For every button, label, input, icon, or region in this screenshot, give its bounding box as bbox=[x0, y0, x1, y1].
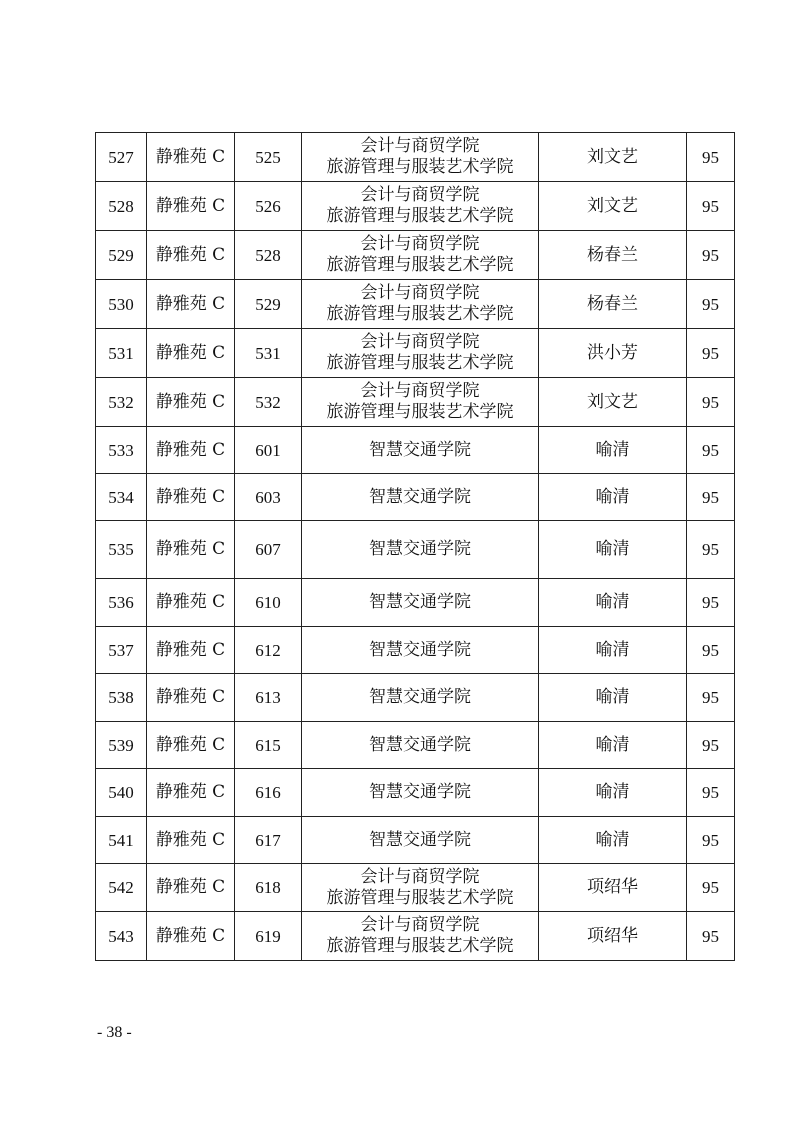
row-number-cell: 536 bbox=[96, 579, 147, 627]
row-number-cell: 539 bbox=[96, 722, 147, 769]
row-number-cell: 533 bbox=[96, 427, 147, 474]
college-cell bbox=[302, 722, 539, 769]
room-cell: 613 bbox=[235, 674, 302, 722]
row-number-cell: 528 bbox=[96, 182, 147, 231]
staff-cell: 喻清 bbox=[539, 722, 687, 769]
college-cell bbox=[302, 912, 539, 961]
row-number-cell: 532 bbox=[96, 378, 147, 427]
room-cell: 526 bbox=[235, 182, 302, 231]
room-cell: 607 bbox=[235, 521, 302, 579]
college-cell bbox=[302, 521, 539, 579]
college-line-1: 会计与商贸学院 bbox=[360, 332, 480, 352]
table-row bbox=[96, 474, 735, 521]
room-cell: 603 bbox=[235, 474, 302, 521]
room-cell: 531 bbox=[235, 329, 302, 378]
college-cell bbox=[302, 329, 539, 378]
college-line-1: 智慧交通学院 bbox=[369, 439, 471, 460]
staff-cell: 杨春兰 bbox=[539, 231, 687, 280]
college-line-1: 会计与商贸学院 bbox=[360, 915, 480, 935]
table-row bbox=[96, 329, 735, 378]
room-cell: 610 bbox=[235, 579, 302, 627]
college-cell bbox=[302, 579, 539, 627]
staff-cell: 项绍华 bbox=[539, 912, 687, 961]
row-number-cell: 540 bbox=[96, 769, 147, 817]
college-cell bbox=[302, 474, 539, 521]
room-cell: 532 bbox=[235, 378, 302, 427]
table-row bbox=[96, 864, 735, 912]
building-cell: 静雅苑 C bbox=[147, 864, 235, 912]
college-cell bbox=[302, 427, 539, 474]
table-row bbox=[96, 182, 735, 231]
building-cell: 静雅苑 C bbox=[147, 474, 235, 521]
college-cell bbox=[302, 817, 539, 864]
college-line-1: 智慧交通学院 bbox=[369, 734, 471, 755]
college-line-2: 旅游管理与服装艺术学院 bbox=[326, 157, 514, 177]
college-line-2: 旅游管理与服装艺术学院 bbox=[326, 887, 514, 908]
staff-cell: 喻清 bbox=[539, 427, 687, 474]
building-cell: 静雅苑 C bbox=[147, 378, 235, 427]
table-row bbox=[96, 722, 735, 769]
score-cell: 95 bbox=[687, 231, 735, 280]
building-cell: 静雅苑 C bbox=[147, 521, 235, 579]
table-row bbox=[96, 627, 735, 674]
table-row bbox=[96, 769, 735, 817]
building-cell: 静雅苑 C bbox=[147, 133, 235, 182]
row-number-cell: 542 bbox=[96, 864, 147, 912]
room-cell: 616 bbox=[235, 769, 302, 817]
college-line-1: 智慧交通学院 bbox=[369, 782, 471, 802]
staff-cell: 杨春兰 bbox=[539, 280, 687, 329]
score-cell: 95 bbox=[687, 182, 735, 231]
table-row bbox=[96, 912, 735, 961]
staff-cell: 喻清 bbox=[539, 769, 687, 817]
room-cell: 525 bbox=[235, 133, 302, 182]
building-cell: 静雅苑 C bbox=[147, 817, 235, 864]
table-row bbox=[96, 579, 735, 627]
building-cell: 静雅苑 C bbox=[147, 912, 235, 961]
staff-cell: 项绍华 bbox=[539, 864, 687, 912]
building-cell: 静雅苑 C bbox=[147, 769, 235, 817]
building-cell: 静雅苑 C bbox=[147, 280, 235, 329]
college-line-1: 会计与商贸学院 bbox=[360, 866, 480, 887]
college-cell bbox=[302, 280, 539, 329]
room-cell: 612 bbox=[235, 627, 302, 674]
row-number-cell: 530 bbox=[96, 280, 147, 329]
college-cell bbox=[302, 627, 539, 674]
table-row bbox=[96, 280, 735, 329]
row-number-cell: 535 bbox=[96, 521, 147, 579]
row-number-cell: 529 bbox=[96, 231, 147, 280]
staff-cell: 喻清 bbox=[539, 817, 687, 864]
college-cell bbox=[302, 674, 539, 722]
building-cell: 静雅苑 C bbox=[147, 182, 235, 231]
staff-cell: 刘文艺 bbox=[539, 378, 687, 427]
room-cell: 529 bbox=[235, 280, 302, 329]
staff-cell: 喻清 bbox=[539, 579, 687, 627]
score-cell: 95 bbox=[687, 912, 735, 961]
score-cell: 95 bbox=[687, 280, 735, 329]
college-line-1: 智慧交通学院 bbox=[369, 639, 471, 660]
college-cell bbox=[302, 864, 539, 912]
score-cell: 95 bbox=[687, 864, 735, 912]
row-number-cell: 541 bbox=[96, 817, 147, 864]
college-cell bbox=[302, 182, 539, 231]
score-cell: 95 bbox=[687, 674, 735, 722]
row-number-cell: 537 bbox=[96, 627, 147, 674]
row-number-cell: 538 bbox=[96, 674, 147, 722]
college-line-1: 智慧交通学院 bbox=[369, 592, 471, 612]
dormitory-score-table bbox=[95, 132, 735, 961]
page-number: - 38 - bbox=[97, 1024, 132, 1041]
college-line-1: 智慧交通学院 bbox=[369, 539, 471, 559]
table-row bbox=[96, 427, 735, 474]
staff-cell: 刘文艺 bbox=[539, 182, 687, 231]
row-number-cell: 531 bbox=[96, 329, 147, 378]
college-cell bbox=[302, 231, 539, 280]
score-cell: 95 bbox=[687, 627, 735, 674]
college-line-2: 旅游管理与服装艺术学院 bbox=[326, 255, 514, 275]
room-cell: 601 bbox=[235, 427, 302, 474]
score-cell: 95 bbox=[687, 579, 735, 627]
staff-cell: 洪小芳 bbox=[539, 329, 687, 378]
college-line-2: 旅游管理与服装艺术学院 bbox=[326, 353, 514, 373]
college-line-1: 会计与商贸学院 bbox=[360, 185, 480, 205]
table-row bbox=[96, 817, 735, 864]
building-cell: 静雅苑 C bbox=[147, 627, 235, 674]
staff-cell: 喻清 bbox=[539, 627, 687, 674]
score-cell: 95 bbox=[687, 769, 735, 817]
score-cell: 95 bbox=[687, 722, 735, 769]
college-line-1: 会计与商贸学院 bbox=[360, 136, 480, 156]
building-cell: 静雅苑 C bbox=[147, 427, 235, 474]
college-line-1: 智慧交通学院 bbox=[369, 687, 471, 707]
room-cell: 618 bbox=[235, 864, 302, 912]
college-line-2: 旅游管理与服装艺术学院 bbox=[326, 304, 514, 324]
college-line-1: 会计与商贸学院 bbox=[360, 234, 480, 254]
score-cell: 95 bbox=[687, 329, 735, 378]
building-cell: 静雅苑 C bbox=[147, 579, 235, 627]
room-cell: 615 bbox=[235, 722, 302, 769]
table-row bbox=[96, 674, 735, 722]
score-cell: 95 bbox=[687, 133, 735, 182]
table-row bbox=[96, 133, 735, 182]
table-body bbox=[96, 133, 735, 961]
table-row bbox=[96, 231, 735, 280]
row-number-cell: 527 bbox=[96, 133, 147, 182]
table-row bbox=[96, 378, 735, 427]
room-cell: 617 bbox=[235, 817, 302, 864]
college-line-1: 会计与商贸学院 bbox=[360, 381, 480, 401]
building-cell: 静雅苑 C bbox=[147, 722, 235, 769]
score-cell: 95 bbox=[687, 521, 735, 579]
row-number-cell: 543 bbox=[96, 912, 147, 961]
college-line-1: 智慧交通学院 bbox=[369, 486, 471, 507]
staff-cell: 喻清 bbox=[539, 674, 687, 722]
room-cell: 619 bbox=[235, 912, 302, 961]
college-cell bbox=[302, 133, 539, 182]
building-cell: 静雅苑 C bbox=[147, 231, 235, 280]
college-cell bbox=[302, 769, 539, 817]
college-line-2: 旅游管理与服装艺术学院 bbox=[326, 936, 514, 956]
staff-cell: 喻清 bbox=[539, 474, 687, 521]
building-cell: 静雅苑 C bbox=[147, 329, 235, 378]
college-cell bbox=[302, 378, 539, 427]
staff-cell: 喻清 bbox=[539, 521, 687, 579]
row-number-cell: 534 bbox=[96, 474, 147, 521]
score-cell: 95 bbox=[687, 427, 735, 474]
score-cell: 95 bbox=[687, 378, 735, 427]
building-cell: 静雅苑 C bbox=[147, 674, 235, 722]
college-line-1: 会计与商贸学院 bbox=[360, 283, 480, 303]
score-cell: 95 bbox=[687, 817, 735, 864]
table-row bbox=[96, 521, 735, 579]
score-cell: 95 bbox=[687, 474, 735, 521]
staff-cell: 刘文艺 bbox=[539, 133, 687, 182]
college-line-1: 智慧交通学院 bbox=[369, 829, 471, 850]
room-cell: 528 bbox=[235, 231, 302, 280]
college-line-2: 旅游管理与服装艺术学院 bbox=[326, 402, 514, 422]
college-line-2: 旅游管理与服装艺术学院 bbox=[326, 206, 514, 226]
